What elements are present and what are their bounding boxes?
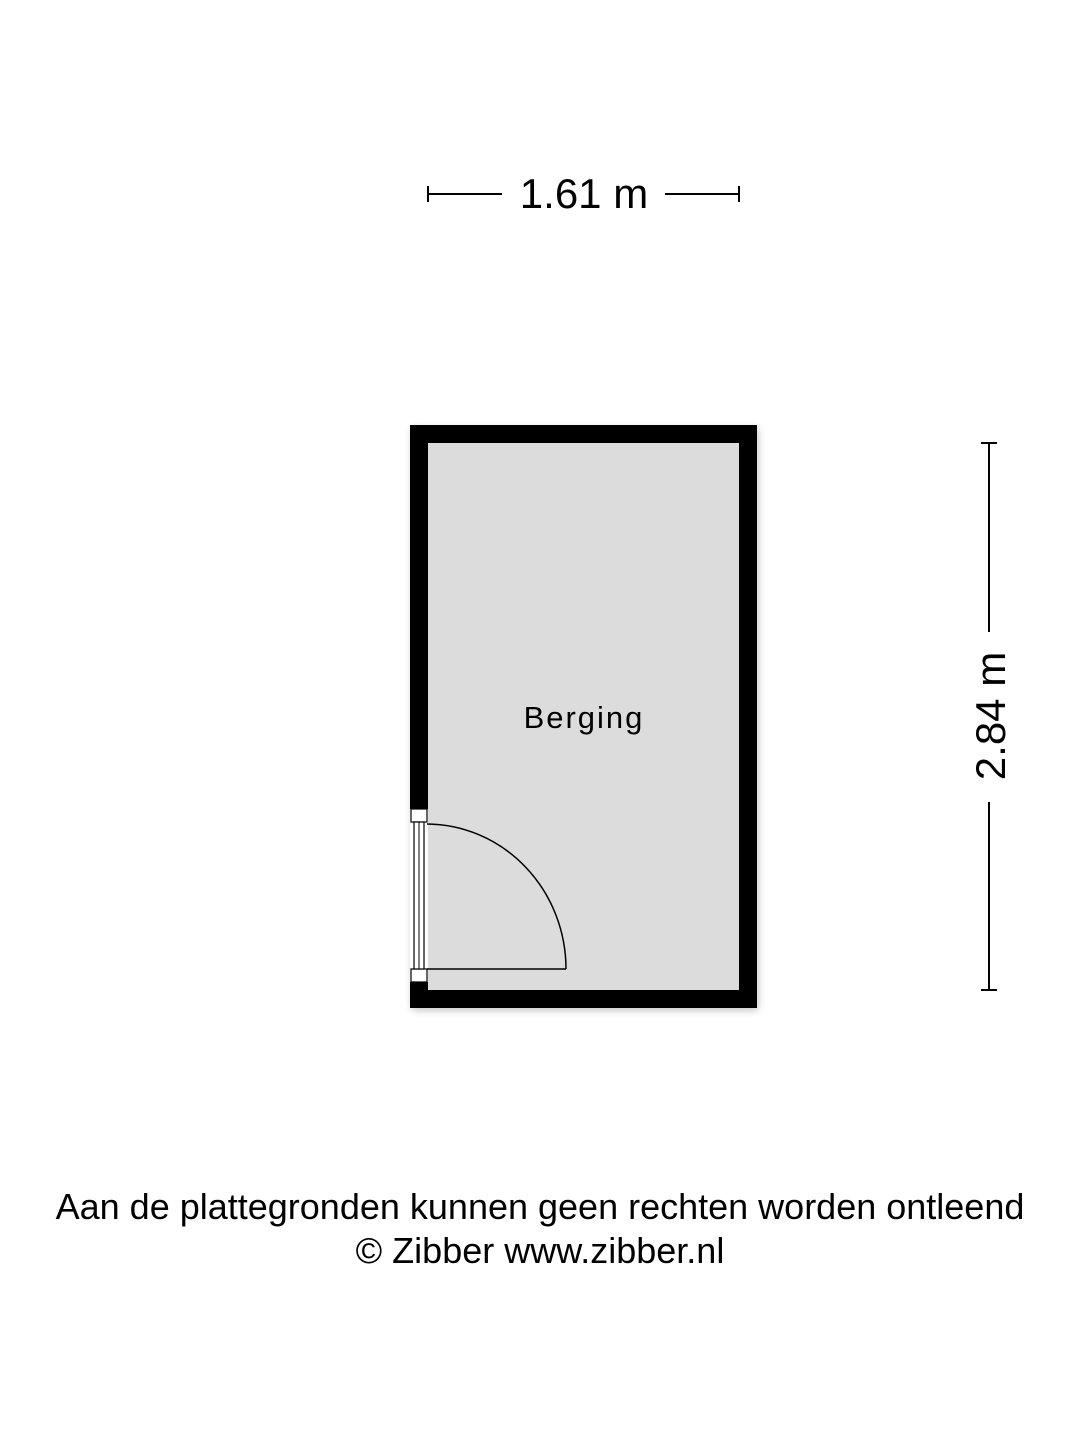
room-label: Berging xyxy=(523,700,645,735)
height-dimension xyxy=(967,443,1014,990)
disclaimer-text: Aan de plattegronden kunnen geen rechten worden ontleend xyxy=(55,1186,1025,1227)
width-dimension-label: 1.61 m xyxy=(519,170,649,217)
copyright-text: © Zibber www.zibber.nl xyxy=(355,1230,725,1271)
room-berging xyxy=(410,425,758,1010)
width-dimension xyxy=(428,170,739,217)
door-jamb-top xyxy=(411,809,427,822)
height-dimension-label: 2.84 m xyxy=(967,651,1014,781)
door-jamb-bottom xyxy=(411,969,427,982)
